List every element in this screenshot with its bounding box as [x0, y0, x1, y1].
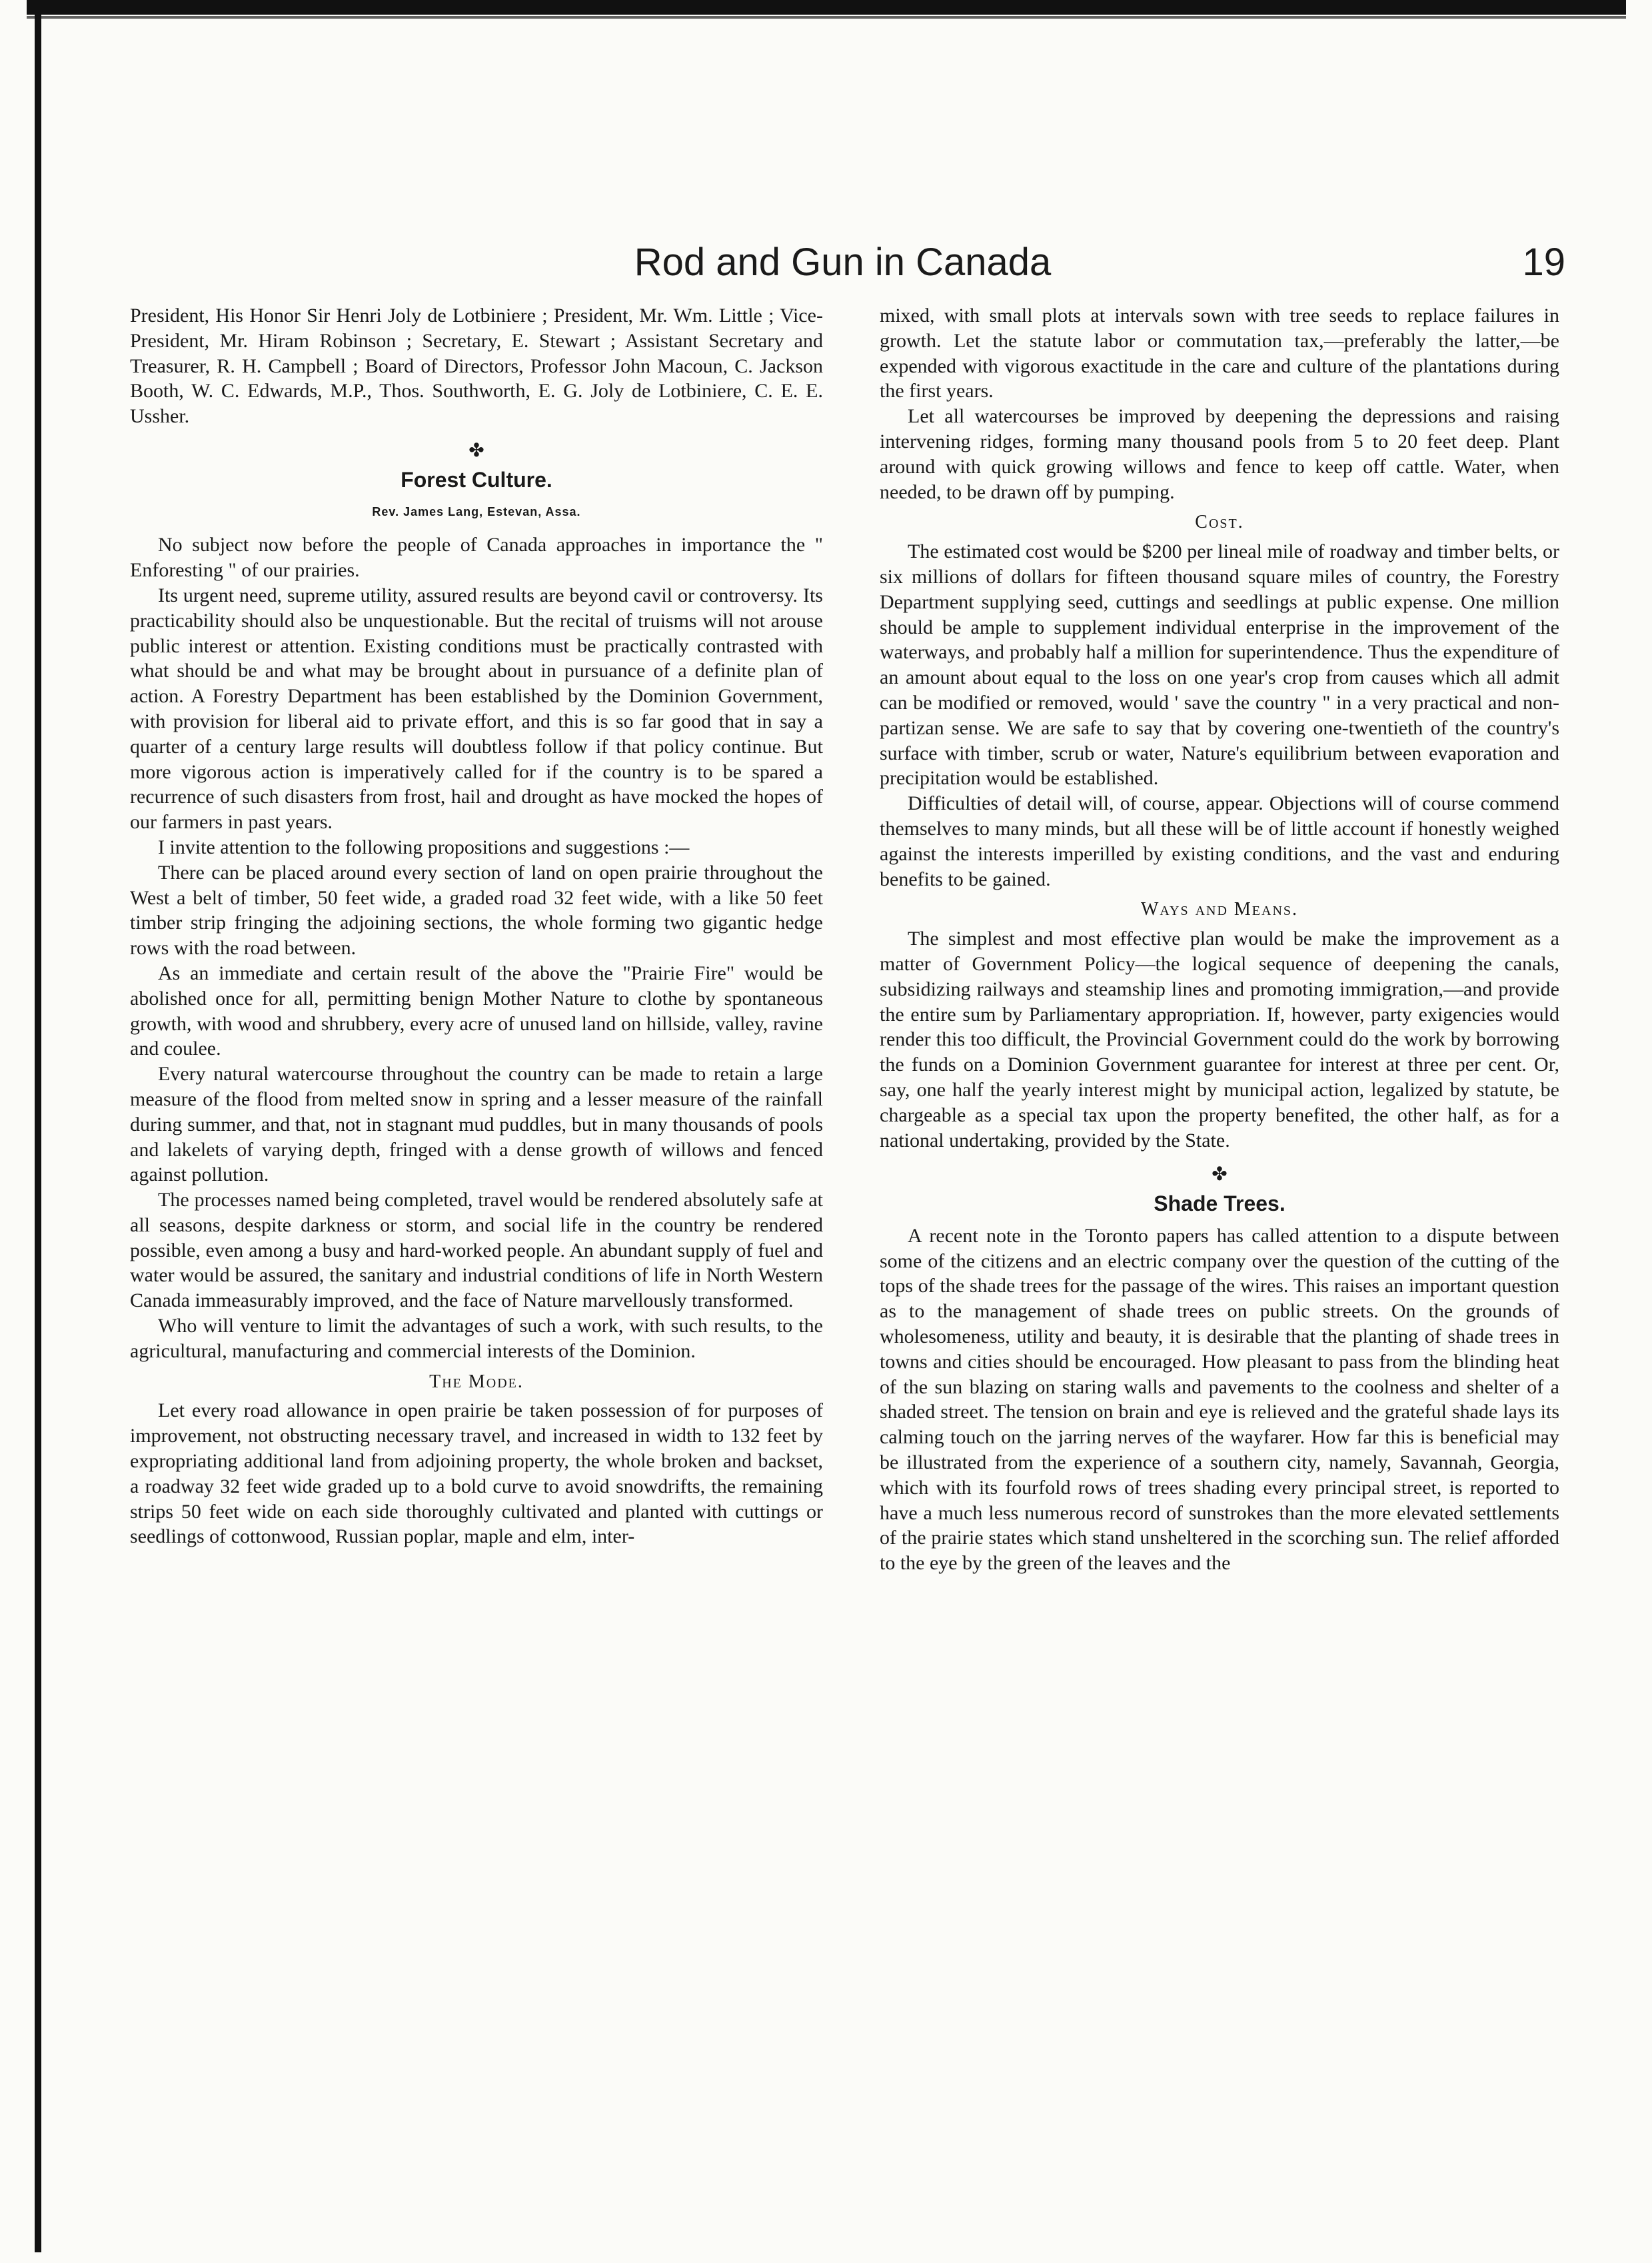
- subheading-ways-and-means: Ways and Means.: [1140, 899, 1299, 920]
- body-paragraph: Let every road allowance in open prairie be taken possession of for purposes of improvement, not obstructing necessary travel, and increased in width to 132 feet by expropriating additional land from adjoining property, the whole broken and backset, a roadway 32 feet wide graded up to a bold curve to avoid snowdrifts, the remaining strips 50 feet wide on each side thoroughly cultivated and planted with cuttings or seedlings of cottonwood, Russian poplar, maple and elm, inter-: [130, 1399, 823, 1548]
- running-title: Rod and Gun in Canada: [634, 241, 1052, 284]
- body-paragraph: Every natural watercourse throughout the country can be made to retain a large measure of the flood from melted snow in spring and a lesser measure of the rainfall during summer, and that, not in stagnant mud puddles, but in many thousands of pools and lakelets of varying depth, fringed with a dense growth of willows and fenced against pollution.: [130, 1063, 823, 1186]
- body-paragraph: No subject now before the people of Canada approaches in importance the " Enforesting " of our prairies.: [130, 534, 823, 582]
- left-border-rule: [35, 0, 41, 2252]
- body-paragraph: A recent note in the Toronto papers has called attention to a dispute between some of the citizens and an electric company over the question of the cutting of the tops of the shade trees for the passage of the wires. This raises an important question as to the management of shade trees on public streets. On the grounds of wholesomeness, utility and beauty, it is desirable that the planting of shade trees in towns and cities should be encouraged. How pleasant to pass from the blinding heat of the sun blazing on staring walls and pavements to the coolness and shelter of a shaded street. The tension on brain and eye is relieved and the grateful shade lays its calming touch on the jarring nerves of the wayfarer. How far this is beneficial may be illustrated from the experience of a southern city, namely, Savannah, Georgia, which with its fourfold rows of trees shading every principal street, is reported to have a much less numerous record of sunstrokes than the more elevated settlements of the prairie states which stand unsheltered in the scorching sun. The relief afforded to the eye by the green of the leaves and the: [880, 1224, 1559, 1575]
- officers-paragraph: President, His Honor Sir Henri Joly de Lotbiniere ; President, Mr. Wm. Little ; Vice-President, Mr. Hiram Robinson ; Secretary, E. Stewart ; Assistant Secretary and Treasurer, R. H. Campbell ; Board of Directors, Professor John Macoun, C. Jackson Booth, W. C. Edwards, M.P., Thos. Southworth, E. G. Joly de Lotbiniere, C. E. E. Ussher.: [130, 305, 823, 428]
- article-title-forest-culture: Forest Culture.: [401, 467, 552, 492]
- top-border-rule: [27, 0, 1626, 15]
- body-paragraph: Its urgent need, supreme utility, assured results are beyond cavil or controversy. Its practicability should also be unquestionable. But the recital of truisms will not arouse public interest or attention. Existing conditions must be practically contrasted with what should be and what may be brought about in pursuance of a definite plan of action. A Forestry Department has been established by the Dominion Government, with provision for liberal aid to private effort, and this is so far good that in say a quarter of a century large results will doubtless follow if that policy continue. But more vigorous action is imperatively called for if the country is to be spared a recurrence of such disasters from frost, hail and drought as have mocked the hopes of our farmers in past years.: [130, 584, 823, 834]
- body-paragraph: Who will venture to limit the advantages of such a work, with such results, to the agricultural, manufacturing and commercial interests of the Dominion.: [130, 1315, 823, 1362]
- body-paragraph: As an immediate and certain result of the above the "Prairie Fire" would be abolished once for all, permitting benign Mother Nature to clothe by spontaneous growth, with wood and shrubbery, every acre of unused land on hillside, valley, ravine and coulee.: [130, 962, 823, 1060]
- body-paragraph: I invite attention to the following propositions and suggestions :—: [158, 836, 690, 858]
- right-column: [880, 303, 1559, 1576]
- section-ornament: ✤: [1212, 1164, 1228, 1185]
- page-number: 19: [1522, 241, 1565, 284]
- page-header: [120, 240, 1565, 287]
- body-paragraph: The processes named being completed, travel would be rendered absolutely safe at all seasons, despite darkness or storm, and social life in the country be rendered possible, even among a busy and hard-worked people. An abundant supply of fuel and water would be assured, the sanitary and industrial conditions of life in North Western Canada immeasurably improved, and the face of Nature marvellously transformed.: [130, 1189, 823, 1312]
- body-paragraph: Difficulties of detail will, of course, appear. Objections will of course commend themselves to many minds, but all these will be of little account if honestly weighed against the interests imperilled by existing conditions, and the vast and enduring benefits to be gained.: [880, 792, 1559, 890]
- body-paragraph: Let all watercourses be improved by deepening the depressions and raising intervening ridges, forming many thousand pools from 5 to 20 feet deep. Plant around with quick growing willows and fence to keep off cattle. Water, when needed, to be drawn off by pumping.: [880, 405, 1559, 503]
- top-border-rule-thin: [27, 16, 1626, 19]
- article-byline: Rev. James Lang, Estevan, Assa.: [372, 504, 581, 518]
- section-ornament: ✤: [468, 440, 484, 461]
- body-paragraph: The simplest and most effective plan would be make the improvement as a matter of Government Policy—the logical sequence of deepening the canals, subsidizing railways and steamship lines and promoting immigration,—and provide the entire sum by Parliamentary appropriation. If, however, party exigencies would render this too difficult, the Provincial Government could do the work by borrowing the funds on a Dominion Government guarantee for interest at three per cent. Or, say, one half the yearly interest might by municipal action, legalized by statute, be chargeable as a special tax upon the property benefited, the other half, as for a national undertaking, provided by the State.: [880, 928, 1559, 1151]
- article-title-shade-trees: Shade Trees.: [1154, 1191, 1285, 1216]
- body-paragraph: There can be placed around every section of land on open prairie throughout the West a belt of timber, 50 feet wide, a graded road 32 feet wide, with a like 50 feet timber strip fringing the adjoining sections, the whole forming two gigantic hedge rows with the road between.: [130, 861, 823, 960]
- subheading-cost: Cost.: [1195, 512, 1244, 533]
- left-column: [130, 303, 823, 1549]
- continuation-paragraph: mixed, with small plots at intervals sown with tree seeds to replace failures in growth. Let the statute labor or commutation tax,—preferably the latter,—be expended with vigorous exactitude in the care and culture of the plantations during the first years.: [880, 305, 1559, 402]
- body-paragraph: The estimated cost would be $200 per lineal mile of roadway and timber belts, or six millions of dollars for fifteen thousand square miles of country, the Forestry Department supplying seed, cuttings and seedlings at public expense. One million should be ample to supplement individual enterprise in the improvement of the waterways, and probably half a million for superintendence. Thus the expenditure of an amount about equal to the loss on one year's crop from causes which all admit can be modified or removed, would ' save the country " in a very practical and non-partizan sense. We are safe to say that by covering one-twentieth of the country's surface with timber, scrub or water, Nature's equilibrium between evaporation and precipitation would be established.: [880, 540, 1559, 790]
- subheading-the-mode: The Mode.: [429, 1371, 524, 1392]
